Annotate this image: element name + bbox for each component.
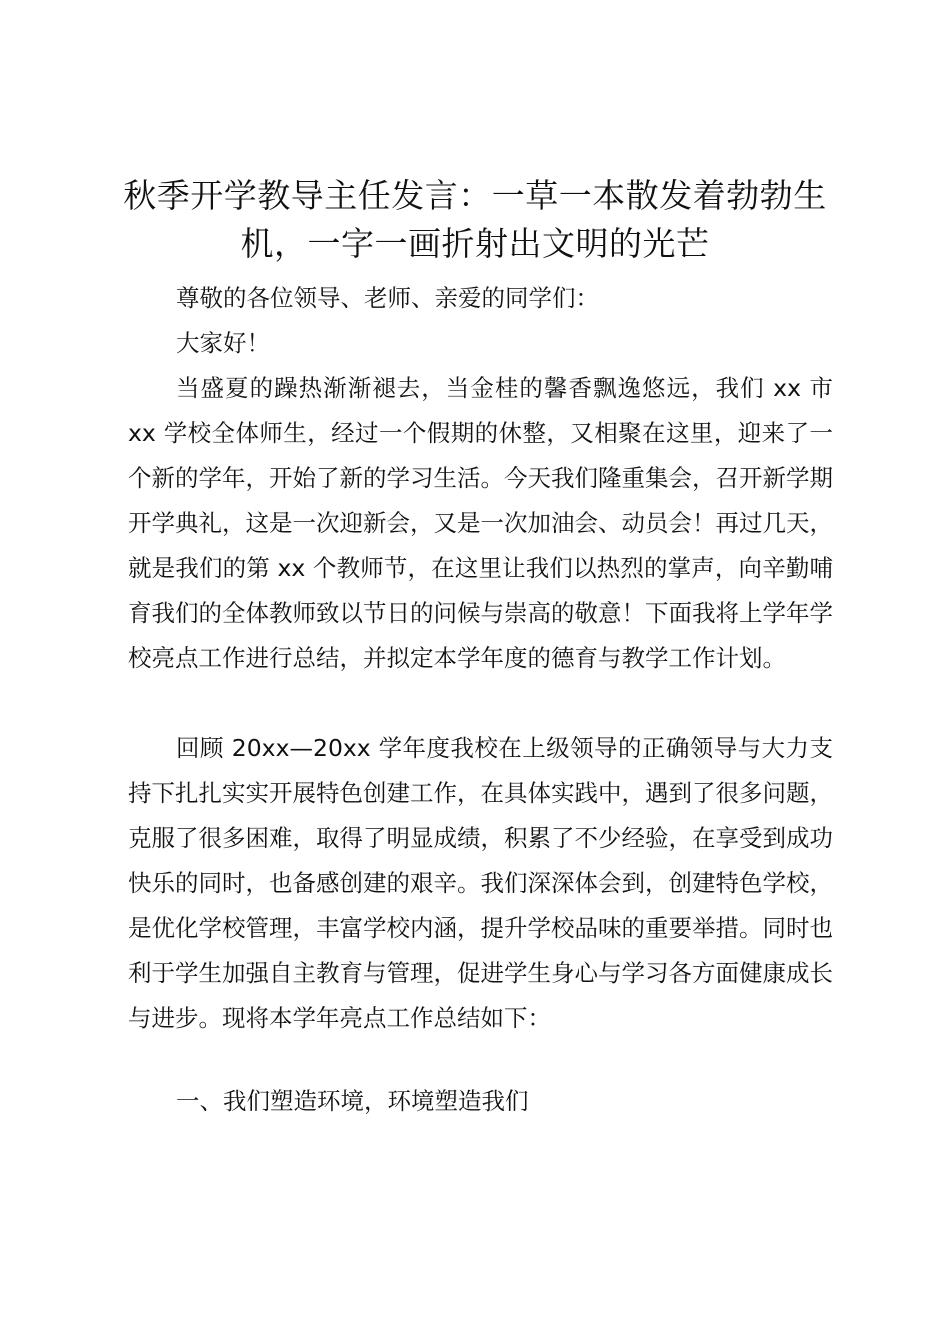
intro-paragraph: 当盛夏的躁热渐渐褪去，当金桂的馨香飘逸悠远，我们 xx 市 xx 学校全体师生，经过一个假期的休整，又相聚在这里，迎来了一个新的学年，开始了新的学习生活。今天我们隆重集会，召开新学期开学典礼，这是一次迎新会，又是一次加油会、动员会！再过几天，就是我们的第 xx 个教师节，在这里让我们以热烈的掌声，向辛勤哺育我们的全体教师致以节日的问候与崇高的敬意！下面我将上学年学校亮点工作进行总结，并拟定本学年度的德育与教学工作计划。 <box>128 374 833 672</box>
section-heading: 一、我们塑造环境，环境塑造我们 <box>176 1087 529 1115</box>
greeting-paragraph: 大家好！ <box>176 329 270 357</box>
salutation-paragraph: 尊敬的各位领导、老师、亲爱的同学们： <box>176 284 599 312</box>
document-title: 秋季开学教导主任发言：一草一本散发着勃勃生机，一字一画折射出文明的光芒 <box>123 176 827 263</box>
review-paragraph: 回顾 20xx—20xx 学年度我校在上级领导的正确领导与大力支持下扎扎实实开展特色创建工作，在具体实践中，遇到了很多问题，克服了很多困难，取得了明显成绩，积累了不少经验，在享受到成功快乐的同时，也备感创建的艰辛。我们深深体会到，创建特色学校，是优化学校管理，丰富学校内涵，提升学校品味的重要举措。同时也利于学生加强自主教育与管理，促进学生身心与学习各方面健康成长与进步。现将本学年亮点工作总结如下： <box>128 734 833 1032</box>
